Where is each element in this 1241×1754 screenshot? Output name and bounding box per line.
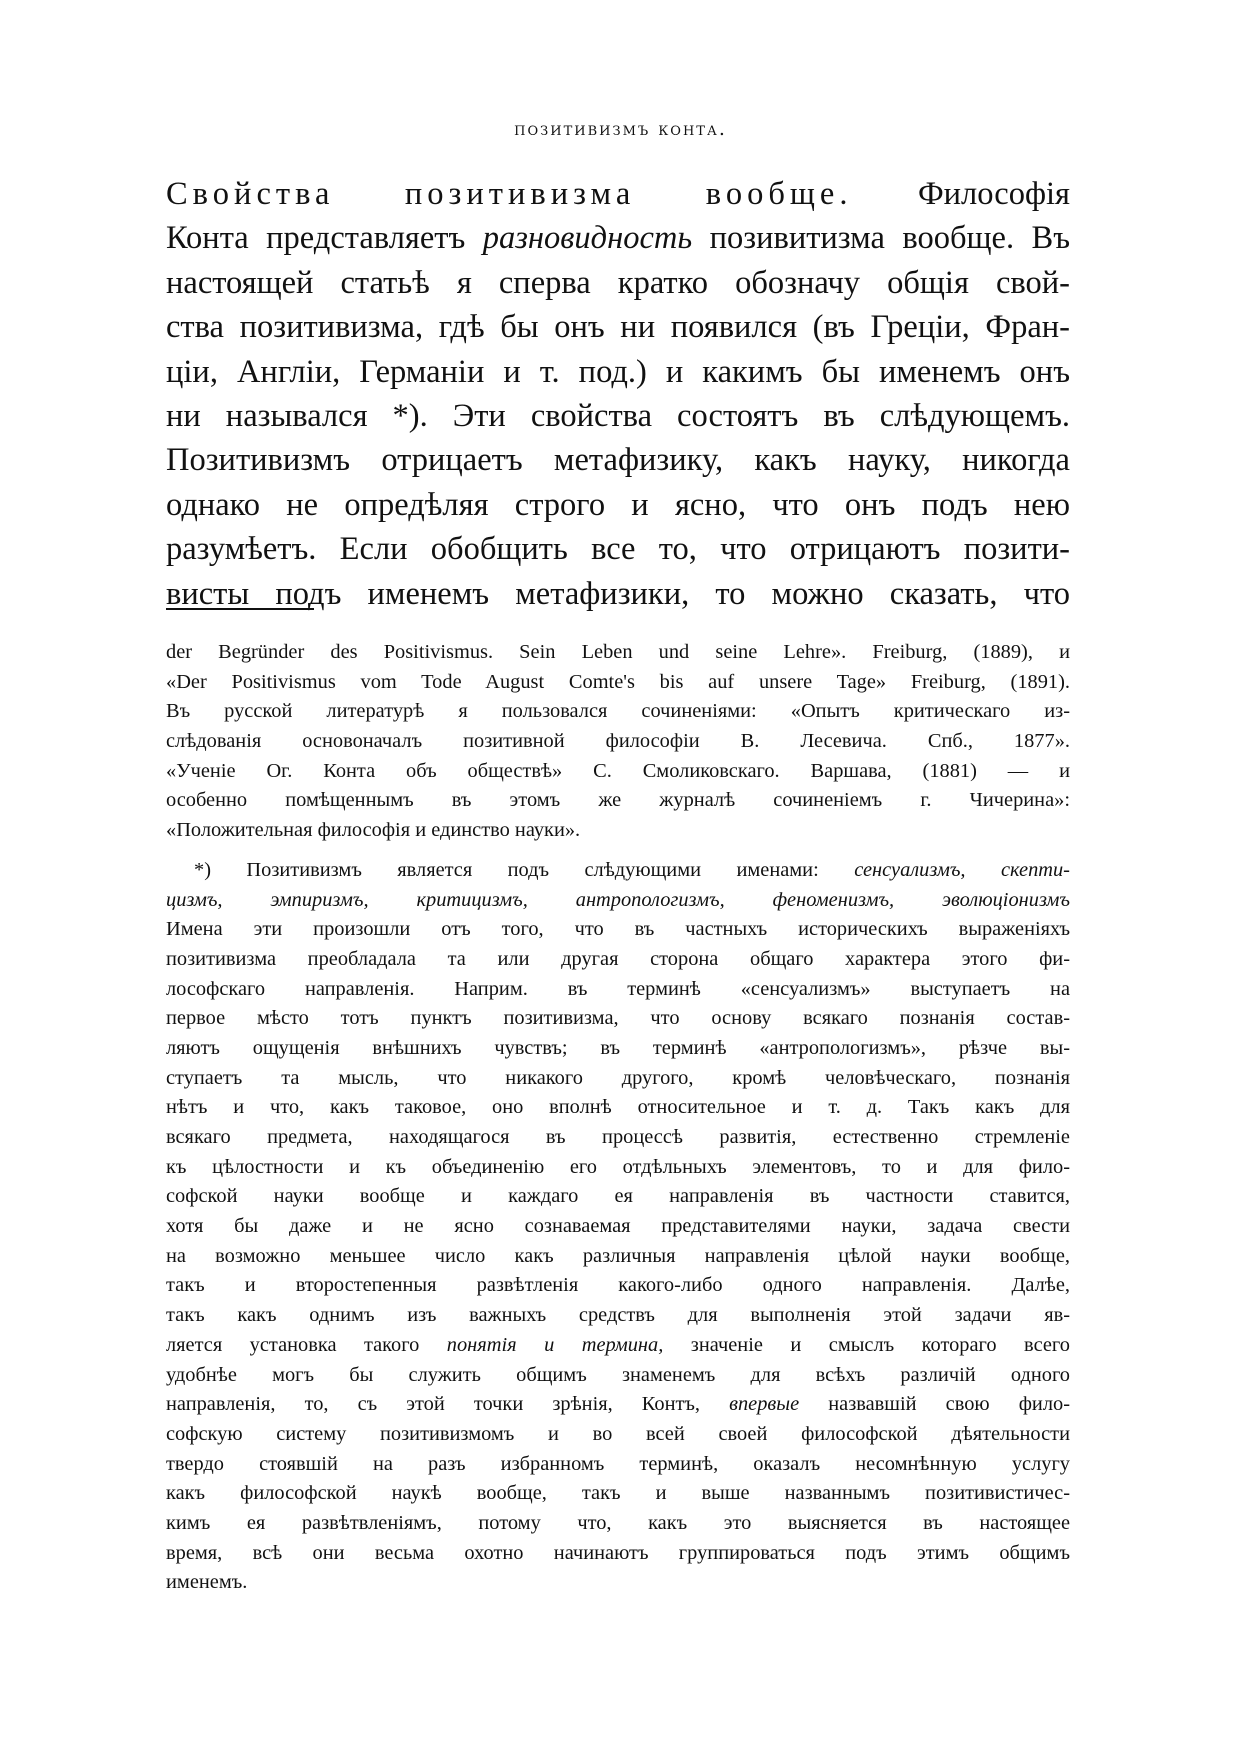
- footnote-gap: [166, 846, 1070, 856]
- footnote-divider: [166, 608, 314, 610]
- emphasis-term: разновидность: [482, 220, 693, 257]
- footnote-line: «Положительная философія и единство науки».: [166, 819, 581, 842]
- main-line-5: ціи, Англіи, Германіи и т. под.) и какимъ бы именемъ онъ: [166, 353, 1070, 390]
- main-text: [166, 172, 1070, 616]
- main-line-1: [166, 172, 1070, 216]
- text-run: ляется установка такого: [166, 1333, 420, 1356]
- main-line-8: однако не опредѣляя строго и ясно, что онъ подъ нею: [166, 486, 1070, 523]
- footnote-line: «Ученіе Ог. Конта объ обществѣ» С. Смоликовскаго. Варшава, (1881) — и: [166, 759, 1070, 782]
- asterisk-footnote-line: [166, 886, 1070, 916]
- asterisk-footnote-line: твердо стоявшій на разъ избранномъ терминѣ, оказалъ несомнѣнную услугу: [166, 1452, 1070, 1475]
- asterisk-footnote-line: хотя бы даже и не ясно сознаваемая представителями науки, задача свести: [166, 1215, 1070, 1238]
- asterisk-footnote-line: [166, 1331, 1070, 1361]
- asterisk-footnote-line: софскую систему позитивизмомъ и во всей своей философской дѣятельности: [166, 1422, 1070, 1445]
- main-line-3: настоящей статьѣ я сперва кратко обозначу общія свой-: [166, 264, 1070, 301]
- asterisk-footnote-intro: *) Позитивизмъ является подъ слѣдующими именами:: [194, 858, 819, 881]
- asterisk-footnote-line: [166, 1390, 1070, 1420]
- footnote-line: Въ русской литературѣ я пользовался сочиненіями: «Опытъ критическаго из-: [166, 700, 1070, 723]
- asterisk-footnote-line: такъ и второстепенныя развѣтленія какого-либо одного направленія. Далѣе,: [166, 1274, 1070, 1297]
- text-run: значеніе и смыслъ котораго всего: [690, 1333, 1070, 1356]
- asterisk-footnote-line: всякаго предмета, находящагося въ процессѣ развитія, естественно стремленіе: [166, 1126, 1070, 1148]
- asterisk-footnote-line: кимъ ея развѣтвленіямъ, потому что, какъ это выясняется въ настоящее: [166, 1511, 1070, 1534]
- main-line-7: Позитивизмъ отрицаетъ метафизику, какъ науку, никогда: [166, 442, 1070, 479]
- main-line-10: висты подъ именемъ метафизики, то можно сказать, что: [166, 575, 1070, 612]
- footnote-line: «Der Positivismus vom Tode August Comte's bis auf unsere Tage» Freiburg, (1891).: [166, 670, 1070, 693]
- main-line-6: ни назывался *). Эти свойства состоятъ въ слѣдующемъ.: [166, 397, 1070, 434]
- asterisk-footnote-line: Имена эти произошли отъ того, что въ частныхъ историческихъ выраженіяхъ: [166, 918, 1070, 941]
- asterisk-footnote-line: лософскаго направленія. Наприм. въ терминѣ «сенсуализмъ» выступаетъ на: [166, 977, 1070, 1000]
- running-head: позитивизмъ конта.: [514, 118, 727, 140]
- asterisk-footnote-line: на возможно меньшее число какъ различныя направленія цѣлой науки вообще,: [166, 1244, 1070, 1267]
- footnote-line: особенно помѣщеннымъ въ этомъ же журналѣ сочиненіемъ г. Чичерина»:: [166, 789, 1070, 812]
- text-run: назвавшій свою фило-: [828, 1393, 1071, 1416]
- emphasis-term: цизмъ, эмпиризмъ, критицизмъ, антропологизмъ, феноменизмъ, эволюціонизмъ: [166, 888, 1070, 911]
- section-heading: Свойства позитивизма вообще.: [166, 176, 853, 212]
- asterisk-footnote-line: позитивизма преобладала та или другая сторона общаго характера этого фи-: [166, 947, 1070, 970]
- asterisk-footnote-line: [166, 856, 1070, 886]
- asterisk-footnote-line: именемъ.: [166, 1571, 248, 1594]
- emphasis-term: сенсуализмъ, скепти-: [854, 858, 1070, 881]
- asterisk-footnote-line: ляютъ ощущенія внѣшнихъ чувствъ; въ терминѣ «антропологизмъ», рѣзче вы-: [166, 1036, 1070, 1059]
- main-line-2-pre: Конта представляетъ: [166, 220, 466, 257]
- main-line-2: [166, 216, 1070, 260]
- main-line-1-tail: Философія: [917, 176, 1070, 212]
- asterisk-footnote-line: софской науки вообще и каждаго ея направленія въ частности ставится,: [166, 1185, 1070, 1208]
- asterisk-footnote-line: такъ какъ однимъ изъ важныхъ средствъ для выполненія этой задачи яв-: [166, 1304, 1070, 1327]
- footnotes: [166, 638, 1070, 1598]
- footnote-line: der Begründer des Positivismus. Sein Leben und seine Lehre». Freiburg, (1889), и: [166, 641, 1070, 663]
- emphasis-term: впервые: [729, 1393, 800, 1416]
- asterisk-footnote-line: къ цѣлостности и къ объединенію его отдѣльныхъ элементовъ, то и для фило-: [166, 1155, 1070, 1178]
- asterisk-footnote-line: ступаетъ та мысль, что никакого другого, кромѣ человѣческаго, познанія: [166, 1066, 1070, 1089]
- asterisk-footnote-line: первое мѣсто тотъ пунктъ позитивизма, что основу всякаго познанія состав-: [166, 1007, 1070, 1030]
- main-line-9: разумѣетъ. Если обобщить все то, что отрицаютъ позити-: [166, 531, 1070, 568]
- asterisk-footnote-line: нѣтъ и что, какъ таковое, оно вполнѣ относительное и т. д. Такъ какъ для: [166, 1096, 1070, 1119]
- footnote-line: слѣдованія основоначалъ позитивной философіи В. Лесевича. Спб., 1877».: [166, 730, 1070, 753]
- emphasis-term: понятія и термина,: [446, 1333, 664, 1356]
- text-run: направленія, то, съ этой точки зрѣнія, Контъ,: [166, 1393, 701, 1416]
- asterisk-footnote-line: удобнѣе могъ бы служить общимъ знаменемъ для всѣхъ различій одного: [166, 1363, 1070, 1386]
- asterisk-footnote-line: какъ философской наукѣ вообще, такъ и выше названнымъ позитивистичес-: [166, 1482, 1070, 1505]
- main-line-2-post: позивитизма вообще. Въ: [709, 220, 1071, 257]
- asterisk-footnote-line: время, всѣ они весьма охотно начинаютъ группироваться подъ этимъ общимъ: [166, 1541, 1070, 1564]
- main-line-4: ства позитивизма, гдѣ бы онъ ни появился (въ Греціи, Фран-: [166, 309, 1070, 346]
